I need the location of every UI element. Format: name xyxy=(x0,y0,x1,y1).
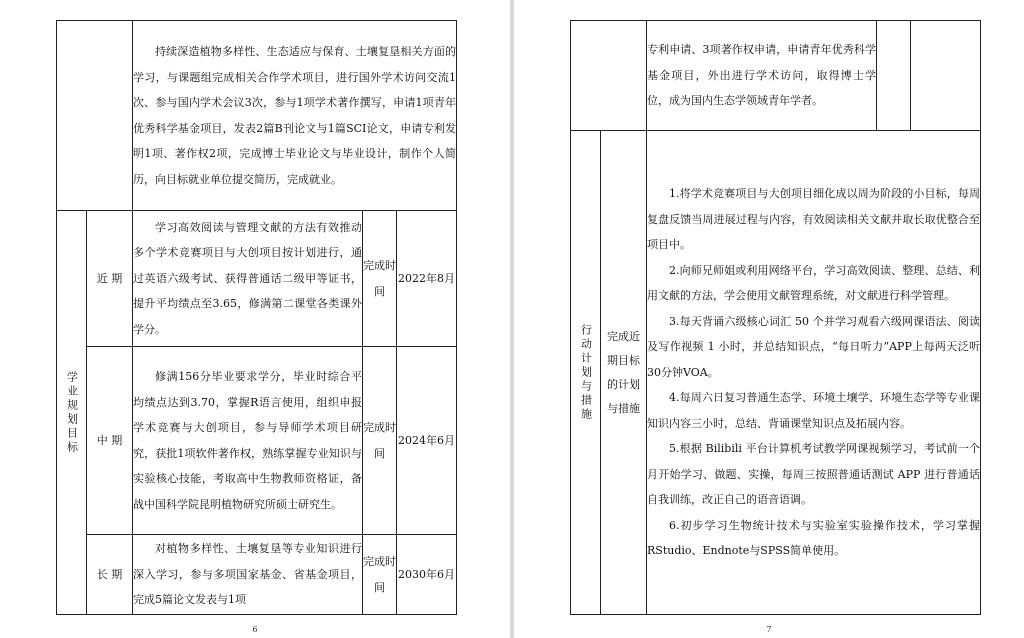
done-label: 完成时间 xyxy=(363,535,397,615)
period-label: 近 期 xyxy=(87,211,133,347)
table-row xyxy=(57,211,457,347)
list-item: 1.将学术竞赛项目与大创项目细化成以周为阶段的小目标，每周复盘反馈当周进展过程与内容，有效阅读相关文献并取长取优整合至项目中。 xyxy=(647,187,980,252)
period-label: 长 期 xyxy=(87,535,133,615)
sub-label: 完成近期目标的计划与措施 xyxy=(607,329,640,415)
empty-cell xyxy=(877,21,911,131)
table-row xyxy=(571,131,981,615)
right-plan-table xyxy=(570,20,981,615)
period-text: 修满156分毕业要求学分，毕业时综合平均绩点达到3.70，掌握R语言使用，组织申报学术竞赛与大创项目，参与导师学术项目研究，获批1项软件著作权，熟练掌握专业知识与实验核心技能，考取高中生物教师资格证，备战中国科学院昆明植物研究所硕士研究生。 xyxy=(133,347,363,535)
list-item: 4.每周六日复习普通生态学、环境土壤学、环境生态学等专业课知识内容三小时，总结、背诵课堂知识点及拓展内容。 xyxy=(647,391,980,430)
done-date: 2030年6月 xyxy=(397,535,457,615)
section-label-cell xyxy=(571,131,601,615)
empty-cell xyxy=(571,21,647,131)
section-label: 学业规划目标 xyxy=(65,370,79,455)
section-label: 行动计划与措施 xyxy=(579,323,593,422)
page-number: 7 xyxy=(766,625,772,634)
period-label: 中 期 xyxy=(87,347,133,535)
section-label-cell xyxy=(57,211,87,615)
period-text: 对植物多样性、土壤复垦等专业知识进行深入学习，参与多项国家基金、省基金项目，完成5篇论文发表与1项 xyxy=(133,535,363,615)
top-text: 持续深造植物多样性、生态适应与保育、土壤复垦相关方面的学习，与课题组完成相关合作学术项目，进行国外学术访问交流1次、参与国内学术会议3次，参与1项学术著作撰写，申请1项青年优秀科学基金项目，发表2篇B刊论文与1篇SCI论文，申请专利发明1项、著作权2项，完成博士毕业论文与毕业设计，制作个人简历，向目标就业单位提交简历，完成就业。 xyxy=(133,45,457,186)
top-text-cell xyxy=(647,21,877,131)
top-text: 专利申请、3项著作权申请，申请青年优秀科学基金项目，外出进行学术访问，取得博士学位，成为国内生态学领域青年学者。 xyxy=(647,43,876,108)
done-label: 完成时间 xyxy=(363,211,397,347)
table-row xyxy=(57,347,457,535)
empty-cell xyxy=(57,21,133,211)
done-label: 完成时间 xyxy=(363,347,397,535)
action-items xyxy=(647,131,981,615)
left-plan-table xyxy=(56,20,457,615)
right-page xyxy=(514,0,1024,638)
list-item: 6.初步学习生物统计技术与实验室实验操作技术，学习掌握RStudio、Endnote与SPSS简单使用。 xyxy=(647,518,980,558)
left-page xyxy=(0,0,510,638)
period-text: 学习高效阅读与管理文献的方法有效推动多个学术竞赛项目与大创项目按计划进行，通过英语六级考试、获得普通话二级甲等证书，提升平均绩点至3.65，修满第二课堂各类课外学分。 xyxy=(133,211,363,347)
done-date: 2022年8月 xyxy=(397,211,457,347)
list-item: 2.向师兄师姐或利用网络平台，学习高效阅读、整理、总结、利用文献的方法，学会使用文献管理系统，对文献进行科学管理。 xyxy=(647,263,980,303)
top-text-cell xyxy=(133,21,457,211)
page-number: 6 xyxy=(252,625,258,634)
sub-label-cell xyxy=(601,131,647,615)
empty-cell xyxy=(911,21,981,131)
table-row xyxy=(571,21,981,131)
table-row xyxy=(57,21,457,211)
list-item: 5.根据 Bilibili 平台计算机考试教学网课视频学习，考试前一个月开始学习、做题、实操，每周三按照普通话测试 APP 进行普通话自我训练，改正自己的语音语调。 xyxy=(647,442,980,507)
done-date: 2024年6月 xyxy=(397,347,457,535)
table-row xyxy=(57,535,457,615)
list-item: 3.每天背诵六级核心词汇 50 个并学习观看六级网课语法、阅读及写作视频 1 小时，并总结知识点，“每日听力”APP上每两天泛听30分钟VOA。 xyxy=(647,314,980,379)
